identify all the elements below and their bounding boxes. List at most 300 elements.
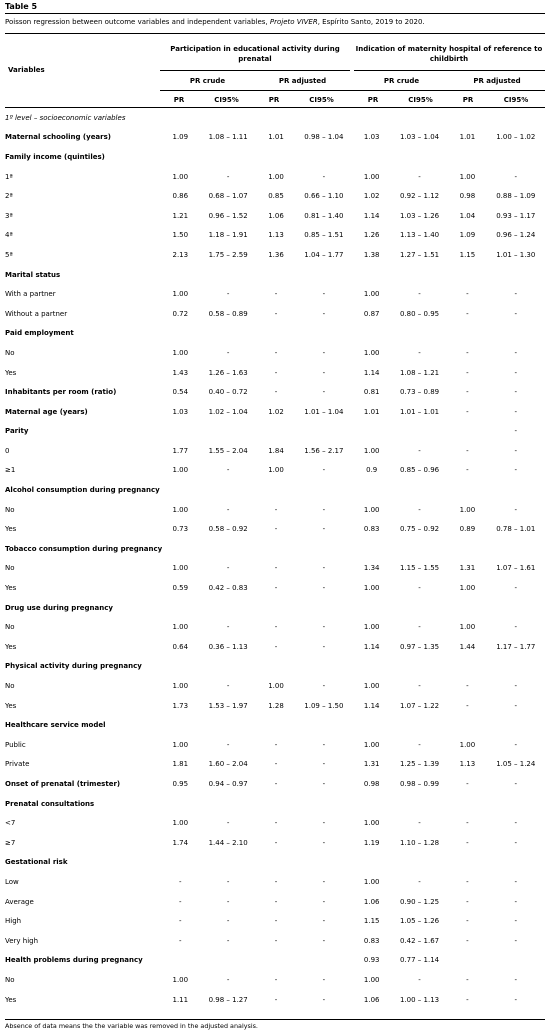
ci-cell: - — [514, 877, 518, 886]
row-label: With a partner — [5, 290, 56, 299]
ci-cell: - — [418, 877, 421, 886]
ci-cell — [391, 539, 448, 559]
pr-cell: - — [274, 740, 278, 749]
ci-cell: 0.88 – 1.09 — [496, 192, 536, 201]
ci-cell: - — [514, 427, 518, 436]
pr-cell — [257, 598, 295, 618]
pr-cell: - — [466, 682, 469, 691]
pr-cell: 1.00 — [363, 623, 380, 632]
table-row-category — [5, 363, 545, 383]
row-label: Maternal schooling (years) — [5, 133, 111, 142]
pr-cell: 1.00 — [363, 975, 380, 984]
pr-cell: 1.50 — [172, 231, 189, 240]
ci-cell: 0.94 – 0.97 — [208, 779, 248, 788]
pr-cell: 1.06 — [363, 995, 380, 1004]
pr-cell: 1.14 — [363, 701, 380, 710]
ci-cell — [487, 324, 545, 344]
ci-cell: 1.27 – 1.51 — [399, 250, 440, 259]
pr-cell — [353, 480, 391, 500]
pr-cell: - — [179, 936, 182, 945]
row-label: 1ª — [5, 172, 13, 181]
pr-cell: - — [466, 446, 469, 455]
ci-cell: - — [322, 505, 326, 514]
table-row-variable — [5, 480, 545, 500]
sub-header-rule — [160, 90, 545, 91]
table-row-variable — [5, 657, 545, 677]
ci-cell: - — [514, 172, 518, 181]
table-row-category — [5, 813, 545, 833]
ci-cell: 0.92 – 1.12 — [399, 192, 440, 201]
pr-cell: 2.13 — [172, 250, 189, 259]
pr-cell: 1.38 — [363, 250, 380, 259]
row-label: No — [5, 682, 15, 691]
pr-cell — [257, 324, 295, 344]
pr-cell: 1.73 — [172, 701, 189, 710]
ci-cell: - — [322, 388, 326, 397]
top-rule — [5, 13, 545, 14]
ci-cell: - — [322, 348, 326, 357]
ci-cell: - — [322, 936, 326, 945]
pr-cell: - — [466, 348, 469, 357]
ci-cell — [295, 794, 352, 814]
ci-cell: - — [226, 936, 230, 945]
ci-cell: 0.68 – 1.07 — [208, 192, 248, 201]
row-label: Health problems during pregnancy — [5, 956, 143, 965]
ci-cell — [199, 853, 256, 873]
pr-cell — [257, 147, 295, 167]
pr-cell: 1.74 — [172, 838, 189, 847]
pr-cell — [161, 853, 199, 873]
table-row-category — [5, 892, 545, 912]
pr-cell: - — [179, 897, 182, 906]
ci-cell — [199, 715, 256, 735]
pr-cell: 0.83 — [363, 936, 380, 945]
pr-cell: - — [179, 917, 182, 926]
row-label: Yes — [5, 368, 17, 377]
pr-cell: 0.81 — [363, 388, 380, 397]
pr-cell: 1.06 — [363, 897, 380, 906]
pr-cell — [353, 539, 391, 559]
ci-cell: 1.13 – 1.40 — [399, 231, 440, 240]
ci-cell — [487, 657, 545, 677]
ci-cell: - — [322, 760, 326, 769]
ci-cell: 0.75 – 0.92 — [399, 525, 440, 534]
ci-col-4: CI95% — [503, 96, 529, 104]
ci-cell: 0.96 – 1.24 — [496, 231, 536, 240]
pr-cell — [161, 147, 199, 167]
pr-cell — [353, 598, 391, 618]
pr-cell: 1.00 — [363, 505, 380, 514]
ci-cell: 0.85 – 1.51 — [304, 231, 344, 240]
ci-cell: - — [322, 917, 326, 926]
ci-cell: - — [418, 446, 421, 455]
pr-cell: 1.00 — [459, 505, 476, 514]
ci-cell: 0.42 – 1.67 — [399, 936, 440, 945]
ci-cell: - — [514, 466, 518, 475]
pr-cell: 1.02 — [268, 407, 284, 416]
pr-cell: 1.14 — [363, 211, 380, 220]
ci-cell: 1.03 – 1.26 — [399, 211, 440, 220]
row-label: Yes — [5, 584, 17, 593]
pr-cell: 1.11 — [172, 995, 189, 1004]
ci-cell — [199, 108, 256, 128]
pr-cell: 0.54 — [172, 388, 189, 397]
ci-cell: - — [322, 584, 326, 593]
pr-cell: 1.00 — [459, 623, 476, 632]
pr-cell: - — [274, 525, 278, 534]
ci-cell: 1.00 – 1.13 — [399, 995, 440, 1004]
ci-cell: - — [514, 897, 518, 906]
ci-cell: 1.44 – 2.10 — [208, 838, 248, 847]
pr-cell: - — [466, 701, 469, 710]
pr-cell: 1.13 — [459, 760, 476, 769]
pr-cell: - — [274, 368, 278, 377]
pr-cell: 1.00 — [363, 584, 380, 593]
pr-cell: - — [274, 348, 278, 357]
row-label: Low — [5, 877, 19, 886]
ci-cell: 0.98 – 1.27 — [208, 995, 248, 1004]
outcome2-underline — [354, 70, 545, 71]
caption-suffix: , Espírito Santo, 2019 to 2020. — [317, 18, 425, 26]
pr-cell: 1.84 — [268, 446, 284, 455]
pr-cell: - — [466, 388, 469, 397]
pr-cell: - — [466, 290, 469, 299]
table-row-category — [5, 931, 545, 951]
ci-cell: - — [514, 309, 518, 318]
table-row-category — [5, 578, 545, 598]
table-row-variable — [5, 382, 545, 402]
table-row-category — [5, 519, 545, 539]
pr-cell: - — [274, 642, 278, 651]
pr-col-4: PR — [462, 96, 474, 104]
row-label: Yes — [5, 525, 17, 534]
row-label: Parity — [5, 427, 29, 436]
table-row-category — [5, 304, 545, 324]
ci-cell: - — [226, 623, 230, 632]
ci-cell: 0.73 – 0.89 — [399, 388, 440, 397]
pr-crude-header-1: PR crude — [189, 77, 226, 85]
ci-cell: - — [418, 740, 421, 749]
pr-cell: 0.83 — [363, 525, 380, 534]
ci-cell — [295, 598, 352, 618]
ci-cell — [295, 147, 352, 167]
ci-cell: 1.07 – 1.22 — [399, 701, 440, 710]
pr-cell — [353, 657, 391, 677]
ci-cell: - — [226, 877, 230, 886]
row-label: ≥7 — [5, 838, 16, 847]
pr-cell — [448, 539, 486, 559]
ci-cell — [295, 480, 352, 500]
footnote: Absence of data means the the variable was removed in the adjusted analysis. — [5, 1022, 258, 1030]
ci-cell — [295, 715, 352, 735]
ci-cell: 0.58 – 0.89 — [208, 309, 248, 318]
row-label: Yes — [5, 995, 17, 1004]
ci-cell: - — [322, 564, 326, 573]
row-label: Maternal age (years) — [5, 407, 88, 416]
pr-cell: 1.00 — [363, 172, 380, 181]
pr-cell: 1.00 — [363, 740, 380, 749]
ci-cell: 1.08 – 1.21 — [399, 368, 440, 377]
pr-cell: - — [274, 564, 278, 573]
pr-cell: 1.81 — [172, 760, 189, 769]
ci-cell: 1.01 – 1.01 — [399, 407, 440, 416]
pr-cell: 1.00 — [459, 740, 476, 749]
ci-cell — [295, 951, 352, 971]
ci-cell: 1.01 – 1.04 — [304, 407, 344, 416]
pr-cell: - — [466, 975, 469, 984]
table-row-variable — [5, 774, 545, 794]
pr-cell: - — [466, 407, 469, 416]
pr-cell: 1.01 — [268, 133, 284, 142]
row-label: 4ª — [5, 231, 13, 240]
pr-cell — [353, 265, 391, 285]
pr-cell: 1.21 — [172, 211, 189, 220]
table-row-variable — [5, 147, 545, 167]
pr-cell: 0.95 — [172, 779, 189, 788]
table-row-category — [5, 206, 545, 226]
ci-cell: - — [514, 995, 518, 1004]
ci-cell — [391, 265, 448, 285]
ci-cell — [487, 715, 545, 735]
pr-cell: 1.00 — [363, 290, 380, 299]
pr-cell: 1.00 — [172, 623, 189, 632]
table-row-category — [5, 872, 545, 892]
ci-cell: - — [514, 682, 518, 691]
pr-cell: 0.87 — [363, 309, 380, 318]
pr-cell: 1.00 — [363, 877, 380, 886]
ci-cell — [199, 147, 256, 167]
pr-cell: - — [466, 897, 469, 906]
pr-cell — [257, 794, 295, 814]
pr-adjusted-header-2: PR adjusted — [473, 77, 521, 85]
pr-cell — [353, 715, 391, 735]
pr-cell — [448, 422, 486, 442]
ci-cell: 1.18 – 1.91 — [208, 231, 248, 240]
pr-crude-header-2: PR crude — [383, 77, 420, 85]
ci-cell — [199, 265, 256, 285]
ci-cell: 0.97 – 1.35 — [399, 642, 440, 651]
pr-cell — [448, 794, 486, 814]
table-row-variable — [5, 324, 545, 344]
pr-cell: - — [274, 897, 278, 906]
ci-cell — [295, 265, 352, 285]
ci-col-3: CI95% — [408, 96, 433, 104]
ci-cell: 0.98 – 1.04 — [304, 133, 344, 142]
row-label: 5ª — [5, 250, 13, 259]
ci-cell — [391, 794, 448, 814]
ci-cell — [391, 480, 448, 500]
row-label: Onset of prenatal (trimester) — [5, 779, 121, 788]
row-label: Without a partner — [5, 309, 68, 318]
ci-cell: - — [226, 466, 230, 475]
ci-cell: - — [322, 309, 326, 318]
ci-cell: 0.93 – 1.17 — [496, 211, 536, 220]
pr-cell: 1.00 — [363, 819, 380, 828]
ci-cell: - — [322, 368, 326, 377]
pr-cell: 1.00 — [172, 172, 189, 181]
ci-cell: - — [226, 819, 230, 828]
table-row-category — [5, 676, 545, 696]
ci-cell: 1.07 – 1.61 — [496, 564, 536, 573]
ci-cell: 1.05 – 1.26 — [399, 917, 440, 926]
pr-cell — [161, 108, 199, 128]
ci-cell: - — [418, 819, 421, 828]
ci-cell: - — [514, 505, 518, 514]
ci-cell — [199, 324, 256, 344]
pr-cell: 1.15 — [363, 917, 380, 926]
pr-cell: 1.13 — [268, 231, 284, 240]
pr-cell — [257, 422, 295, 442]
table-row-variable — [5, 539, 545, 559]
pr-cell — [257, 853, 295, 873]
pr-adjusted-header-1: PR adjusted — [278, 77, 327, 85]
pr-cell: 1.00 — [172, 975, 189, 984]
ci-cell — [487, 480, 545, 500]
ci-cell — [295, 324, 352, 344]
ci-cell: 0.78 – 1.01 — [496, 525, 536, 534]
row-label: Marital status — [5, 270, 61, 279]
outcome1-header: Participation in educational activity during prenatal — [170, 45, 340, 63]
pr-cell: 0.98 — [363, 779, 380, 788]
ci-cell: 0.98 – 0.99 — [399, 779, 440, 788]
pr-cell: - — [274, 505, 278, 514]
row-label: Average — [5, 897, 34, 906]
table-row-variable — [5, 128, 545, 148]
pr-cell: 0.73 — [172, 525, 189, 534]
pr-cell: 1.02 — [363, 192, 380, 201]
pr-cell: 1.19 — [363, 838, 380, 847]
pr-cell — [161, 657, 199, 677]
table-body — [5, 108, 545, 1009]
pr-cell — [161, 422, 199, 442]
ci-cell — [391, 853, 448, 873]
pr-cell: 1.00 — [459, 172, 476, 181]
pr-cell: - — [274, 995, 278, 1004]
ci-cell: 1.03 – 1.04 — [399, 133, 440, 142]
pr-cell: 1.15 — [459, 250, 476, 259]
pr-cell: - — [466, 936, 469, 945]
pr-cell: 1.04 — [459, 211, 476, 220]
pr-col-2: PR — [268, 96, 280, 104]
pr-cell: 1.00 — [268, 466, 284, 475]
ci-cell: - — [226, 348, 230, 357]
ci-cell: 1.53 – 1.97 — [208, 701, 248, 710]
ci-cell: - — [418, 172, 421, 181]
table-row-variable — [5, 715, 545, 735]
pr-cell: - — [466, 877, 469, 886]
outcome2-header: Indication of maternity hospital of reference to childbirth — [355, 45, 543, 63]
pr-cell: 1.00 — [172, 466, 189, 475]
ci-cell: - — [322, 779, 326, 788]
pr-cell: - — [274, 584, 278, 593]
ci-cell: 1.15 – 1.55 — [399, 564, 440, 573]
table-row-category — [5, 735, 545, 755]
pr-cell: 0.98 — [459, 192, 476, 201]
table-row-variable — [5, 422, 545, 442]
pr-cell: - — [274, 975, 278, 984]
ci-cell: 1.04 – 1.77 — [304, 250, 344, 259]
pr-cell: - — [466, 309, 469, 318]
pr-cell — [448, 324, 486, 344]
pr-cell — [353, 794, 391, 814]
ci-cell: - — [514, 819, 518, 828]
pr-cell: 1.26 — [363, 231, 380, 240]
ci-cell: - — [514, 779, 518, 788]
ci-cell: - — [514, 838, 518, 847]
ci-cell: - — [322, 172, 326, 181]
ci-cell — [487, 539, 545, 559]
pr-cell: 1.34 — [363, 564, 380, 573]
ci-cell — [295, 422, 352, 442]
row-label: 3ª — [5, 211, 13, 220]
ci-cell: - — [322, 897, 326, 906]
pr-col-3: PR — [367, 96, 379, 104]
data-table — [5, 108, 545, 1009]
pr-cell: - — [274, 819, 278, 828]
pr-cell: 0.59 — [172, 584, 189, 593]
ci-cell: 1.05 – 1.24 — [496, 760, 536, 769]
ci-cell: - — [226, 917, 230, 926]
ci-cell — [199, 539, 256, 559]
pr-cell: 1.14 — [363, 368, 380, 377]
pr-cell: - — [274, 779, 278, 788]
pr-cell: 1.00 — [172, 740, 189, 749]
pr-cell: 1.06 — [268, 211, 284, 220]
ci-cell: 1.02 – 1.04 — [208, 407, 248, 416]
pr-cell — [353, 324, 391, 344]
pr-cell: 1.09 — [172, 133, 189, 142]
row-label: Tobacco consumption during pregnancy — [5, 544, 163, 553]
row-label: Private — [5, 760, 30, 769]
ci-cell: - — [418, 623, 421, 632]
row-label: Yes — [5, 701, 17, 710]
pr-cell: - — [466, 917, 469, 926]
ci-cell — [199, 794, 256, 814]
row-label: Family income (quintiles) — [5, 152, 105, 161]
ci-cell: - — [226, 682, 230, 691]
pr-cell — [257, 657, 295, 677]
pr-cell: - — [274, 290, 278, 299]
pr-cell: - — [274, 917, 278, 926]
ci-cell: - — [322, 290, 326, 299]
table-row-category — [5, 559, 545, 579]
table-row-category — [5, 617, 545, 637]
ci-cell: - — [514, 917, 518, 926]
pr-cell: 1.00 — [172, 564, 189, 573]
ci-cell: 1.17 – 1.77 — [496, 642, 536, 651]
ci-cell: - — [514, 446, 518, 455]
ci-cell: 0.66 – 1.10 — [304, 192, 344, 201]
ci-cell: 0.80 – 0.95 — [399, 309, 440, 318]
pr-cell — [448, 657, 486, 677]
pr-cell — [257, 715, 295, 735]
ci-cell: 0.58 – 0.92 — [208, 525, 248, 534]
ci-cell: - — [322, 623, 326, 632]
table-row-variable — [5, 265, 545, 285]
pr-cell: 1.44 — [459, 642, 476, 651]
pr-cell — [161, 951, 199, 971]
pr-cell: 1.00 — [268, 172, 284, 181]
pr-cell — [448, 108, 486, 128]
pr-cell: 1.00 — [172, 290, 189, 299]
pr-cell — [161, 480, 199, 500]
ci-cell: 1.00 – 1.02 — [496, 133, 536, 142]
row-label: ≥1 — [5, 466, 16, 475]
row-label: 2ª — [5, 192, 13, 201]
pr-cell — [161, 539, 199, 559]
ci-cell — [391, 657, 448, 677]
ci-cell — [199, 422, 256, 442]
